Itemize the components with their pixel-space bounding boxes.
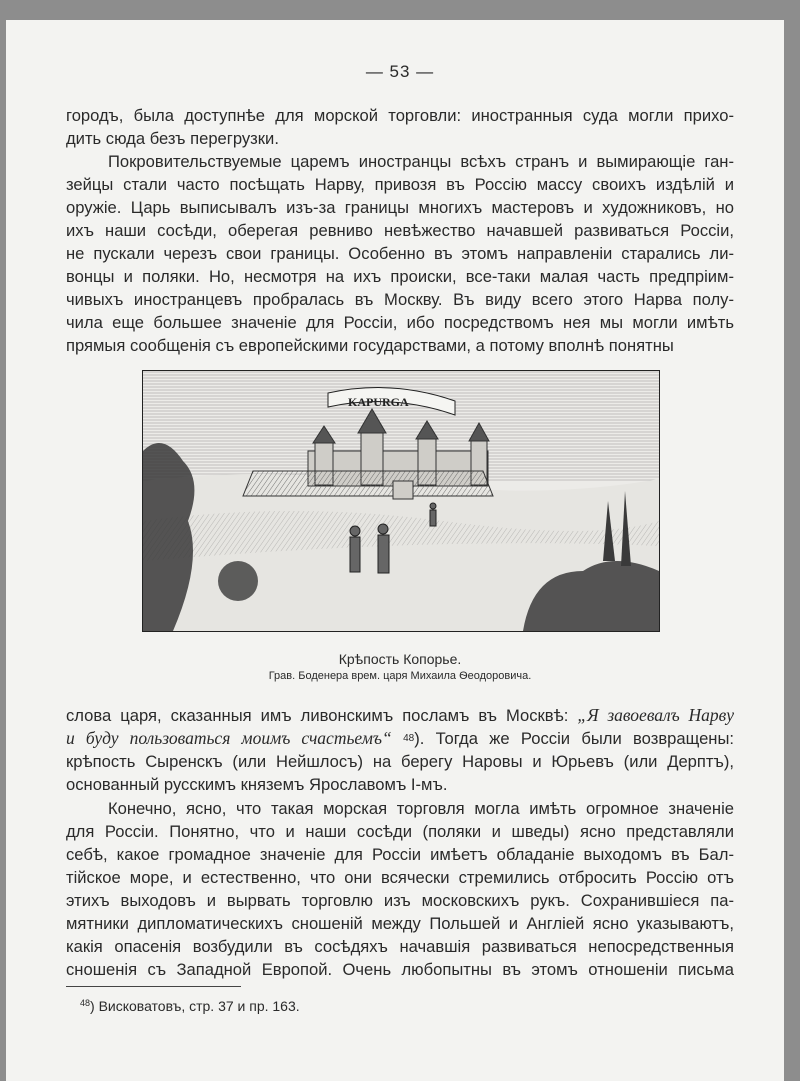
footnote-ref[interactable]: 48 xyxy=(403,733,415,744)
text-block-quote xyxy=(66,704,734,796)
text-line: не пускали черезъ свои границы. Особенно въ этомъ направленіи старались ли- xyxy=(66,244,734,263)
engraving-illustration xyxy=(142,370,660,632)
text-line: городъ, была доступнѣе для морской торговли: иностранныя суда могли прихо- xyxy=(66,106,734,125)
text-line: дить сюда безъ перегрузки. xyxy=(66,129,279,148)
text-line: вонцы и поляки. Но, несмотря на ихъ происки, все-таки малая часть предпріим- xyxy=(66,267,734,286)
text-line: прямыя сообщенія съ европейскими государствами, а потому вполнѣ понятны xyxy=(66,336,674,355)
text-line: чила еще большее значеніе для Россіи, ибо посредствомъ нея мы могли имѣть xyxy=(66,313,734,332)
text-line: тійское море, и естественно, что они всячески стремились отбросить Россію отъ xyxy=(66,868,734,887)
footnote xyxy=(80,998,300,1014)
text-line: для Россіи. Понятно, что и наши сосѣди (поляки и шведы) ясно представляли xyxy=(66,822,734,841)
text-line: чивыхъ иностранцевъ пробралась въ Москву. Въ виду всего этого Нарва полу- xyxy=(66,290,734,309)
figure-caption: Крѣпость Копорье. xyxy=(338,651,462,667)
figure-subcaption: Грав. Боденера врем. царя Михаила Ѳеодоровича. xyxy=(268,670,532,682)
footnote-divider xyxy=(66,986,241,987)
text-line xyxy=(66,704,734,727)
footnote-text: ) Висковатовъ, стр. 37 и пр. 163. xyxy=(90,998,300,1014)
text-line: Конечно, ясно, что такая морская торговля могла имѣть огромное значеніе xyxy=(108,799,734,818)
text-line: себѣ, какое громадное значеніе для Россіи имѣетъ обладаніе выходомъ въ Бал- xyxy=(66,845,734,864)
footnote-number: 48 xyxy=(80,998,91,1008)
banner-text: KAPURGA xyxy=(348,395,409,409)
text-line xyxy=(66,727,734,750)
fortress-engraving xyxy=(143,371,659,631)
quote-italic: и буду пользоваться моимъ счастьемъ“ xyxy=(66,728,392,748)
text-line: сношенія съ Западной Европой. Очень любопытны въ этомъ отношеніи письма xyxy=(66,960,734,979)
text-block-bottom xyxy=(66,797,734,981)
text-line: этихъ выходовъ и вырвать торговлю изъ московскихъ рукъ. Сохранившіеся па- xyxy=(66,891,734,910)
text-line: основанный русскимъ княземъ Ярославомъ I-мъ. xyxy=(66,775,448,794)
text-line: ихъ наши сосѣди, оберегая ревниво невѣжество начавшей развиваться Россіи, xyxy=(66,221,734,240)
quote-italic: „Я завоевалъ Нарву xyxy=(577,705,735,725)
text-segment: ). Тогда же Россіи были возвращены: xyxy=(414,729,734,748)
text-line: мятники дипломатическихъ сношеній между Польшей и Англіей ясно указываютъ, xyxy=(66,914,734,933)
text-line: зейцы стали часто посѣщать Нарву, привозя въ Россію массу своихъ издѣлій и xyxy=(66,175,734,194)
text-line: Покровительствуемые царемъ иностранцы всѣхъ странъ и вымирающіе ган- xyxy=(108,152,734,171)
text-segment: слова царя, сказанныя имъ ливонскимъ посламъ въ Москвѣ: xyxy=(66,706,578,725)
text-line: крѣпость Сыренскъ (или Нейшлосъ) на берегу Наровы и Юрьевъ (или Дерптъ), xyxy=(66,752,734,771)
text-block-top xyxy=(66,104,734,357)
page-number: — 53 — xyxy=(365,62,435,81)
text-line: оружіе. Царь выписывалъ изъ-за границы многихъ мастеровъ и художниковъ, но xyxy=(66,198,734,217)
text-line: какія опасенія возбудили въ сосѣдяхъ начавшія развиваться непосредственныя xyxy=(66,937,734,956)
